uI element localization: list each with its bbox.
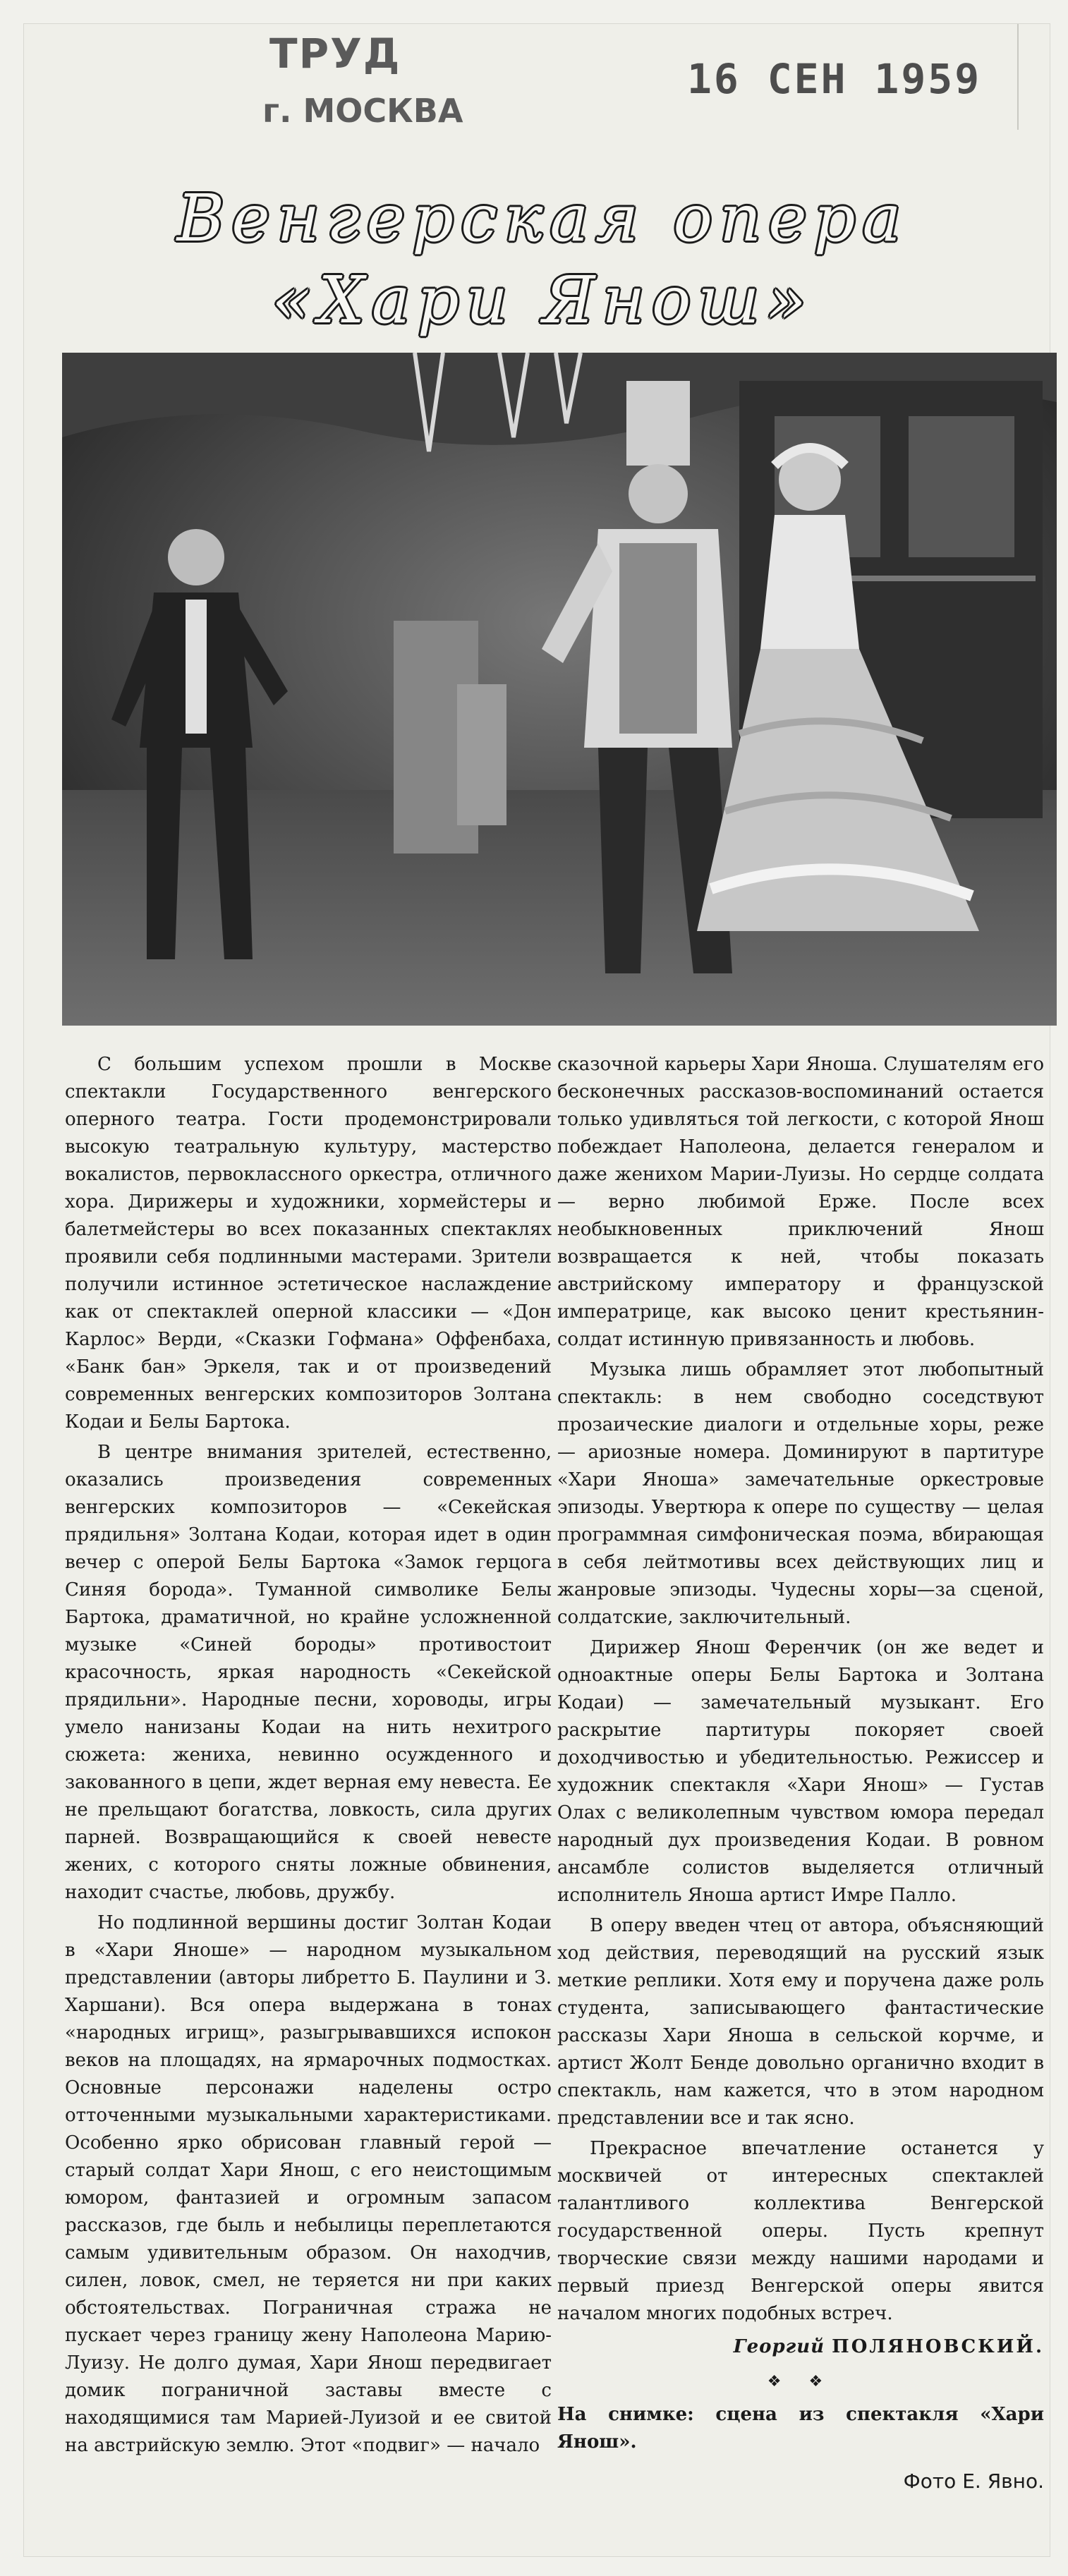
photo-credit: Фото Е. Явно. bbox=[903, 2469, 1044, 2493]
article-paragraph: С большим успехом прошли в Москве спектакли Государственного венгерского оперного театра. Гости продемонстрировали высокую театральную культуру, мастерство вокалистов, первоклассного оркестра, отличного хора. Дирижеры и художники, хормейстеры и балетмейстеры во всех показанных спектаклях проявили себя подлинными мастерами. Зрители получили истинное эстетическое наслаждение как от спектаклей оперной классики — «Дон Карлос» Верди, «Сказки Гофмана» Оффенбаха, «Банк бан» Эркеля, так и от произведений современных венгерских композиторов Золтана Кодаи и Белы Бартока. bbox=[65, 1054, 552, 1433]
author-surname: ПОЛЯНОВСКИЙ. bbox=[832, 2336, 1044, 2357]
city-stamp: г. МОСКВА bbox=[262, 92, 463, 130]
stage-photo-image bbox=[62, 353, 1057, 1026]
article-paragraph: сказочной карьеры Хари Яноша. Слушателям его бесконечных рассказов-воспоминаний остается только удивляться той легкости, с которой Янош побеждает Наполеона, делается генералом и даже женихом Марии-Луизы. Но сердце солдата — верно любимой Ерже. После всех необыкновенных приключений Янош возвращается к ней, чтобы показать австрийскому императору и французской императрице, как высоко ценит крестьянин-солдат истинную привязанность и любовь. bbox=[557, 1054, 1044, 1350]
article-paragraph: Прекрасное впечатление останется у москвичей от интересных спектаклей талантливого коллектива Венгерской государственной оперы. Пусть крепнут творческие связи между нашими народами и первый приезд Венгерской оперы явится началом многих подобных встреч. bbox=[557, 2138, 1044, 2324]
section-ornament: ❖ ❖ bbox=[767, 2373, 835, 2390]
article-paragraph: Дирижер Янош Ференчик (он же ведет и одноактные оперы Белы Бартока и Золтана Кодаи) — замечательный музыкант. Его раскрытие партитуры покоряет своей доходчивостью и убедительностью. Режиссер и художник спектакля «Хари Янош» — Густав Олах с великолепным чувством юмора передал народный дух произведения Кодаи. В ровном ансамбле солистов выделяется отличный исполнитель Яноша артист Имре Палло. bbox=[557, 1637, 1044, 1906]
article-paragraph: Музыка лишь обрамляет этот любопытный спектакль: в нем свободно соседствуют прозаические диалоги и отдельные хоры, реже — ариозные номера. Доминируют в партитуре «Хари Яноша» замечательные оркестровые эпизоды. Увертюра к опере по существу — целая программная симфоническая поэма, вбирающая в себя лейтмотивы всех действующих лиц и жанровые эпизоды. Чудесны хоры—за сценой, солдатские, заключительный. bbox=[557, 1359, 1044, 1628]
newspaper-name-stamp: ТРУД bbox=[269, 30, 401, 78]
photo-caption: На снимке: сцена из спектакля «Хари Янош». bbox=[557, 2404, 1044, 2453]
article-paragraph: Но подлинной вершины достиг Золтан Кодаи в «Хари Яноше» — народном музыкальном представлении (авторы либретто Б. Паулини и З. Харшани). Вся опера выдержана в тонах «народных игрищ», разыгрывавшихся испокон веков на площадях, на ярмарочных подмостках. Основные персонажи наделены остро отточенными музыкальными характеристиками. Особенно ярко обрисован главный герой — старый солдат Хари Янош, с его неистощимым юмором, фантазией и огромным запасом рассказов, где быль и небылицы переплетаются самым удивительным образом. Он находчив, силен, ловок, смел, не теряется ни при каких обстоятельствах. Пограничная стража не пускает через границу жену Наполеона Марию-Луизу. Не долго думая, Хари Янош передвигает домик пограничной заставы вместе с находящимися там Марией-Луизой и ее свитой на австрийскую землю. Этот «подвиг» — начало bbox=[65, 1912, 552, 2456]
newspaper-clipping bbox=[24, 24, 1050, 2556]
paper-edge-line bbox=[1017, 24, 1019, 130]
headline-line-1: Венгерская опера bbox=[176, 181, 909, 256]
article-paragraph: В центре внимания зрителей, естественно, оказались произведения современных венгерских композиторов — «Секейская прядильня» Золтана Кодаи, которая идет в один вечер с оперой Белы Бартока «Замок герцога Синяя борода». Туманной символике Белы Бартока, драматичной, но крайне усложненной музыке «Синей бороды» противостоит красочность, яркая народность «Секейской прядильни». Народные песни, хороводы, игры умело нанизаны Кодаи на нить нехитрого сюжета: жениха, невинно осужденного и закованного в цепи, ждет верная ему невеста. Ее не прельщают богатства, ловкость, сила других парней. Возвращающийся к своей невесте жених, с которого сняты ложные обвинения, находит счастье, любовь, дружбу. bbox=[65, 1442, 552, 1903]
article-left-column bbox=[65, 1051, 552, 2462]
article-right-column bbox=[557, 1051, 1044, 2495]
author-first-name: Георгий bbox=[733, 2336, 825, 2357]
author-signature bbox=[557, 2333, 1044, 2361]
article-paragraph: В оперу введен чтец от автора, объясняющий ход действия, переводящий на русский язык меткие реплики. Хотя ему и поручена даже роль студента, записывающего фантастические рассказы Хари Яноша в сельской корчме, и артист Жолт Бенде довольно органично входит в спектакль, нам кажется, что в этом народном представлении все и так ясно. bbox=[557, 1915, 1044, 2129]
article-headline bbox=[87, 178, 997, 341]
date-stamp: 16 СЕН 1959 bbox=[687, 55, 982, 103]
stage-photo bbox=[62, 353, 1057, 1026]
headline-line-2: «Хари Янош» bbox=[272, 262, 813, 338]
